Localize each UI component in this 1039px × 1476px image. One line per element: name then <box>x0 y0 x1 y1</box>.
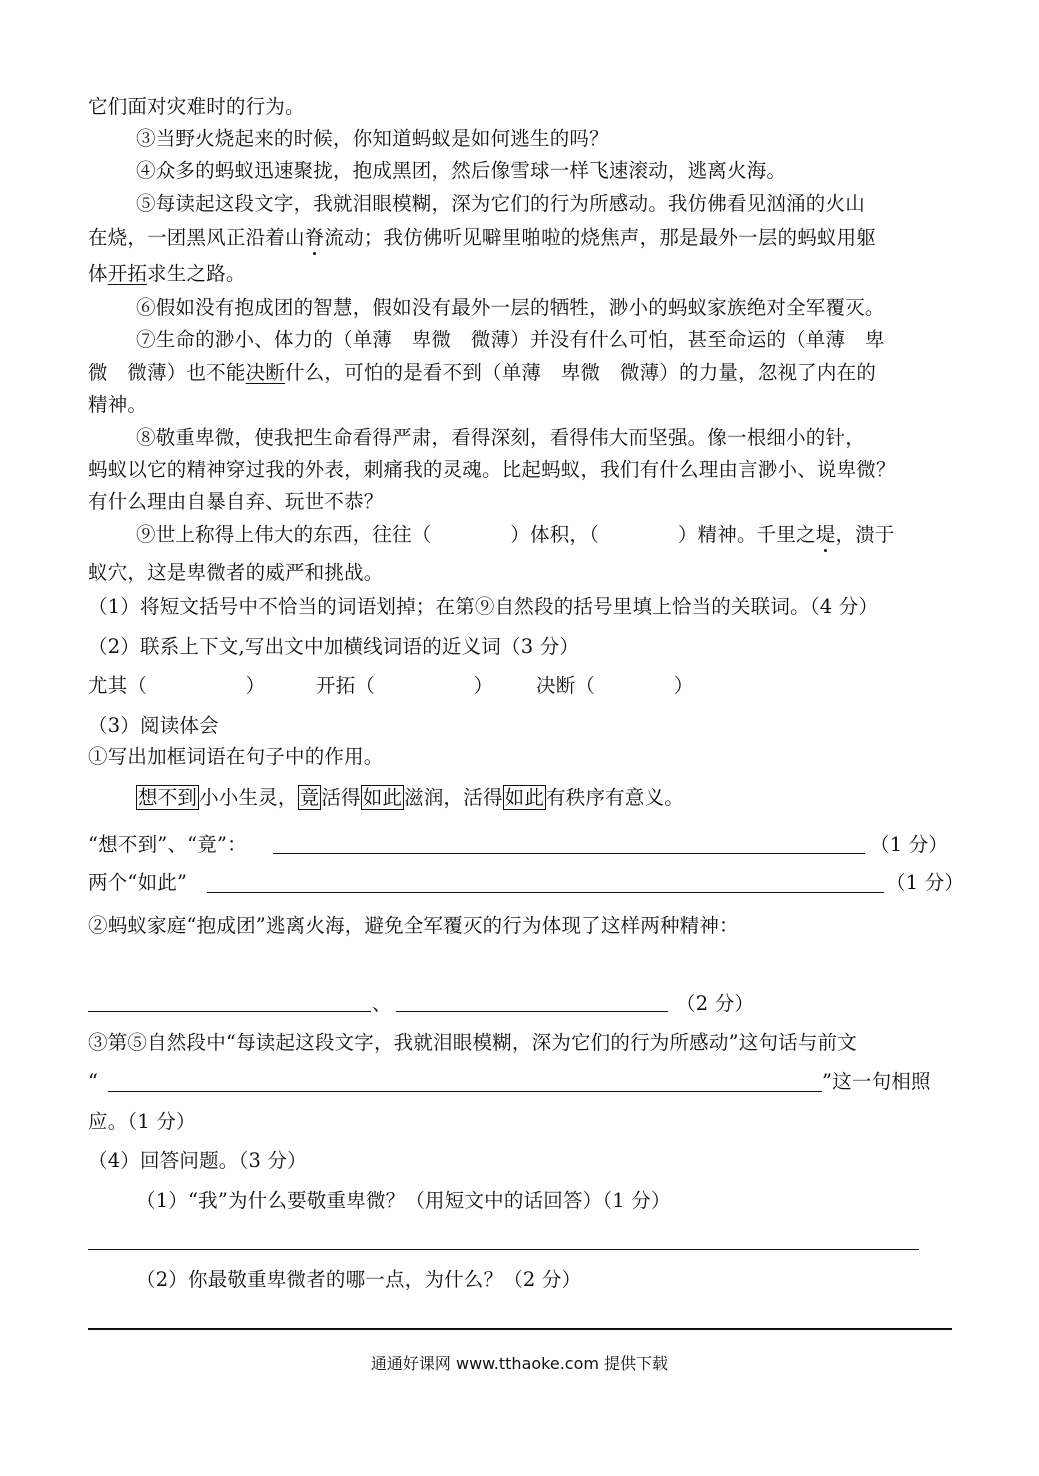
question-4-2: （2）你最敬重卑微者的哪一点，为什么？（2 分） <box>136 1268 582 1291</box>
footer-text: 通通好课网 www.tthaoke.com 提供下载 <box>370 1354 669 1373</box>
question-3-2: ②蚂蚁家庭“抱成团”逃离火海，避免全军覆灭的行为体现了这样两种精神： <box>88 914 739 937</box>
paragraph-8-line-1: ⑧敬重卑微，使我把生命看得严肃，看得深刻，看得伟大而坚强。像一根细小的针， <box>136 426 865 449</box>
boxed-word: 如此 <box>362 786 403 809</box>
boxed-sentence <box>136 784 684 812</box>
paragraph-9-line-1 <box>136 521 895 549</box>
text-span: 流动；我仿佛听见噼里啪啦的烧焦声，那是最外一层的蚂蚁用躯 <box>324 226 877 249</box>
answer-line-quote[interactable] <box>108 1091 822 1092</box>
footer-divider <box>88 1328 952 1330</box>
paragraph-5-line-3 <box>88 260 246 288</box>
question-4: （4）回答问题。（3 分） <box>88 1149 307 1172</box>
text-span: 什么，可怕的是看不到（单薄 卑微 微薄）的力量，忽视了内在的 <box>285 361 877 384</box>
paragraph-7-line-2 <box>88 359 876 387</box>
text-span: ，溃于 <box>835 523 895 546</box>
text-span: 求生之路。 <box>147 262 246 285</box>
question-3-3-line-3: 应。（1 分） <box>88 1110 196 1133</box>
text-span: 在烧，一团黑风正沿着山 <box>88 226 305 249</box>
paragraph-7-line-3: 精神。 <box>88 393 148 416</box>
paragraph-7-line-1: ⑦生命的渺小、体力的（单薄 卑微 微薄）并没有什么可怕，甚至命运的（单薄 卑 <box>136 328 885 351</box>
question-2-word-2[interactable]: 开拓（ ） <box>316 674 494 697</box>
quote-open: “ <box>88 1070 99 1093</box>
underlined-word: 决断 <box>245 361 286 384</box>
boxed-word: 想不到 <box>138 786 198 809</box>
paragraph-4: ④众多的蚂蚁迅速聚拢，抱成黑团，然后像雪球一样飞速滚动，逃离火海。 <box>136 159 787 182</box>
answer-line-spirit-1[interactable] <box>88 1011 371 1012</box>
question-2-word-1[interactable]: 尤其（ ） <box>88 674 266 697</box>
question-2-word-3[interactable]: 决断（ ） <box>536 674 694 697</box>
text-span: 小小生灵， <box>199 786 298 809</box>
text-span: 有秩序有意义。 <box>546 786 684 809</box>
answer-a-score: （1 分） <box>870 833 949 856</box>
paragraph-8-line-2: 蚂蚁以它的精神穿过我的外表，刺痛我的灵魂。比起蚂蚁，我们有什么理由言渺小、说卑微？ <box>88 458 896 481</box>
answer-a-label: “想不到”、“竟”： <box>88 833 247 856</box>
underlined-word: 开拓 <box>107 262 148 285</box>
answer-line-spirit-2[interactable] <box>396 1011 668 1012</box>
paragraph-6: ⑥假如没有抱成团的智慧，假如没有最外一层的牺牲，渺小的蚂蚁家族绝对全军覆灭。 <box>136 296 885 319</box>
text-span: ⑨世上称得上伟大的东西，往往（ ）体积，（ ）精神。千里之 <box>136 523 816 546</box>
paragraph-8-line-3: 有什么理由自暴自弃、玩世不恭？ <box>88 490 384 513</box>
text-span: 活得 <box>321 786 361 809</box>
question-3-2-score: （2 分） <box>676 992 755 1015</box>
text-span: 体 <box>88 262 108 285</box>
paragraph-5-line-1: ⑤每读起这段文字，我就泪眼模糊，深为它们的行为所感动。我仿佛看见汹涌的火山 <box>136 192 865 215</box>
paragraph-5-line-2 <box>88 224 876 252</box>
dotted-char: 堤 <box>815 523 836 546</box>
quote-close: ”这一句相照 <box>822 1070 931 1093</box>
answer-line-a[interactable] <box>273 853 865 854</box>
question-3-1: ①写出加框词语在句子中的作用。 <box>88 745 384 768</box>
text-span: 微 微薄）也不能 <box>88 361 246 384</box>
dotted-char: 脊 <box>304 226 325 249</box>
question-1: （1）将短文括号中不恰当的词语划掉；在第⑨自然段的括号里填上恰当的关联词。（4 分） <box>88 595 879 618</box>
answer-line-4-1[interactable] <box>88 1249 919 1250</box>
answer-b-score: （1 分） <box>886 871 965 894</box>
question-2: （2）联系上下文,写出文中加横线词语的近义词（3 分） <box>88 635 580 658</box>
question-3: （3）阅读体会 <box>88 714 219 737</box>
paragraph-9-line-2: 蚁穴，这是卑微者的威严和挑战。 <box>88 561 384 584</box>
question-3-3-line-1: ③第⑤自然段中“每读起这段文字，我就泪眼模糊，深为它们的行为所感动”这句话与前文 <box>88 1031 857 1054</box>
boxed-word: 竟 <box>299 786 320 809</box>
question-4-1: （1）“我”为什么要敬重卑微？（用短文中的话回答）（1 分） <box>136 1189 671 1212</box>
answer-b-label: 两个“如此” <box>88 871 188 894</box>
passage-line: 它们面对灾难时的行为。 <box>88 95 305 118</box>
text-span: 滋润，活得 <box>404 786 503 809</box>
separator: 、 <box>372 992 392 1015</box>
boxed-word: 如此 <box>504 786 545 809</box>
paragraph-3: ③当野火烧起来的时候，你知道蚂蚁是如何逃生的吗？ <box>136 127 609 150</box>
answer-line-b[interactable] <box>207 892 884 893</box>
